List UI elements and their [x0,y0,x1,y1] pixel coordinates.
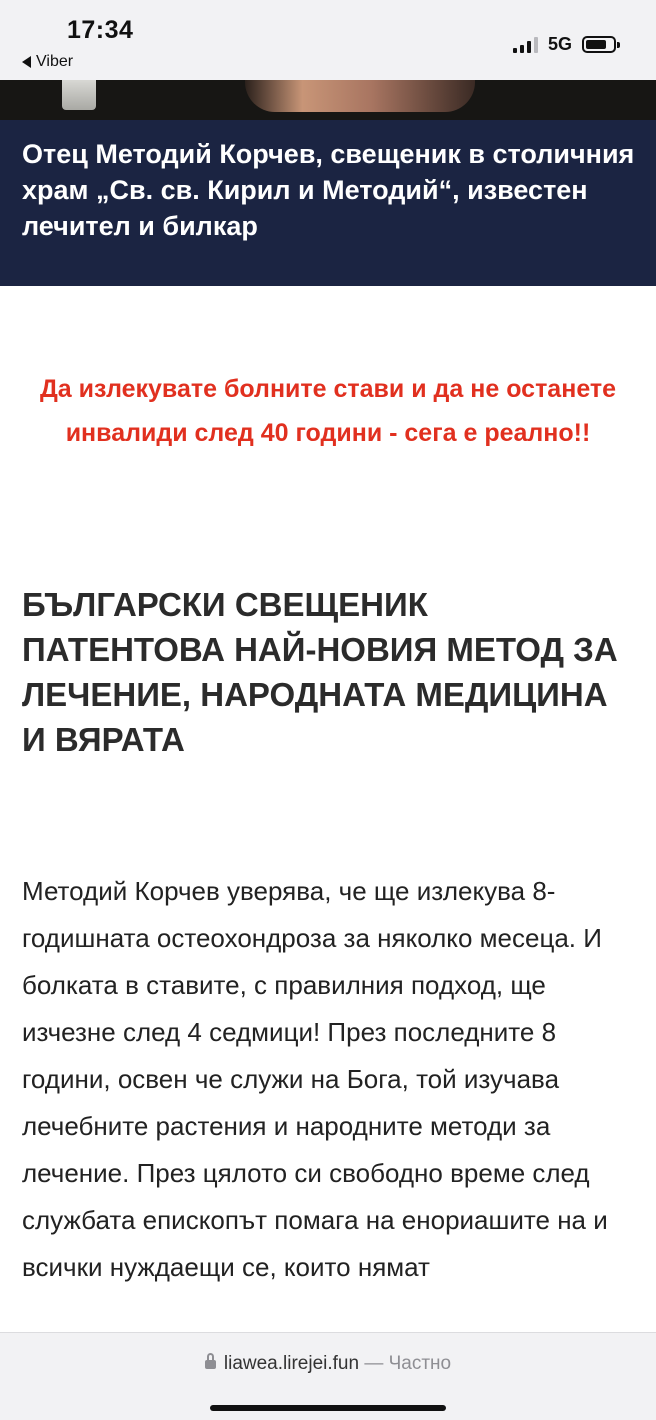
back-to-app-button[interactable] [22,53,73,71]
address-separator: — [364,1353,384,1374]
photo-caption-box [0,120,656,286]
article-paragraph: Методий Корчев уверява, че ще излекува 8-годишната остеохондроза за няколко месеца. И болката в ставите, с правилния подход, ще изчезне след 4 седмици! През последните 8 години, освен че служи на Бога, той изучава лечебните растения и народните методи за лечение. През цялото си свободно време след службата епископът помага на енориашите на и всички нуждаещи се, които нямат [22,876,608,1282]
back-app-label: Viber [36,53,74,70]
lock-icon [205,1360,216,1369]
network-type: 5G [547,34,572,54]
status-bar [0,0,656,80]
article-photo [0,80,656,120]
address-field[interactable] [0,1353,656,1375]
private-mode-label: Частно [388,1353,452,1374]
browser-address-bar[interactable] [0,1332,656,1420]
status-indicators [513,34,616,55]
photo-mug [62,80,96,110]
address-domain: liawea.lirejei.fun [223,1353,360,1374]
home-indicator[interactable] [210,1405,446,1411]
photo-hands [245,80,475,112]
battery-icon [582,36,616,53]
article-title: БЪЛГАРСКИ СВЕЩЕНИК ПАТЕНТОВА НАЙ-НОВИЯ МЕТОД ЗА ЛЕЧЕНИЕ, НАРОДНАТА МЕДИЦИНА И ВЯРАТА [22,586,618,758]
photo-caption: Отец Методий Корчев, свещеник в столичния храм „Св. св. Кирил и Методий“, известен лечител и билкар [22,139,635,241]
status-time: 17:34 [67,16,134,44]
promo-headline: Да излекувате болните стави и да не останете инвалиди след 40 години - сега е реално!! [39,375,617,447]
back-arrow-icon [22,56,31,68]
cellular-signal-icon [513,37,538,53]
